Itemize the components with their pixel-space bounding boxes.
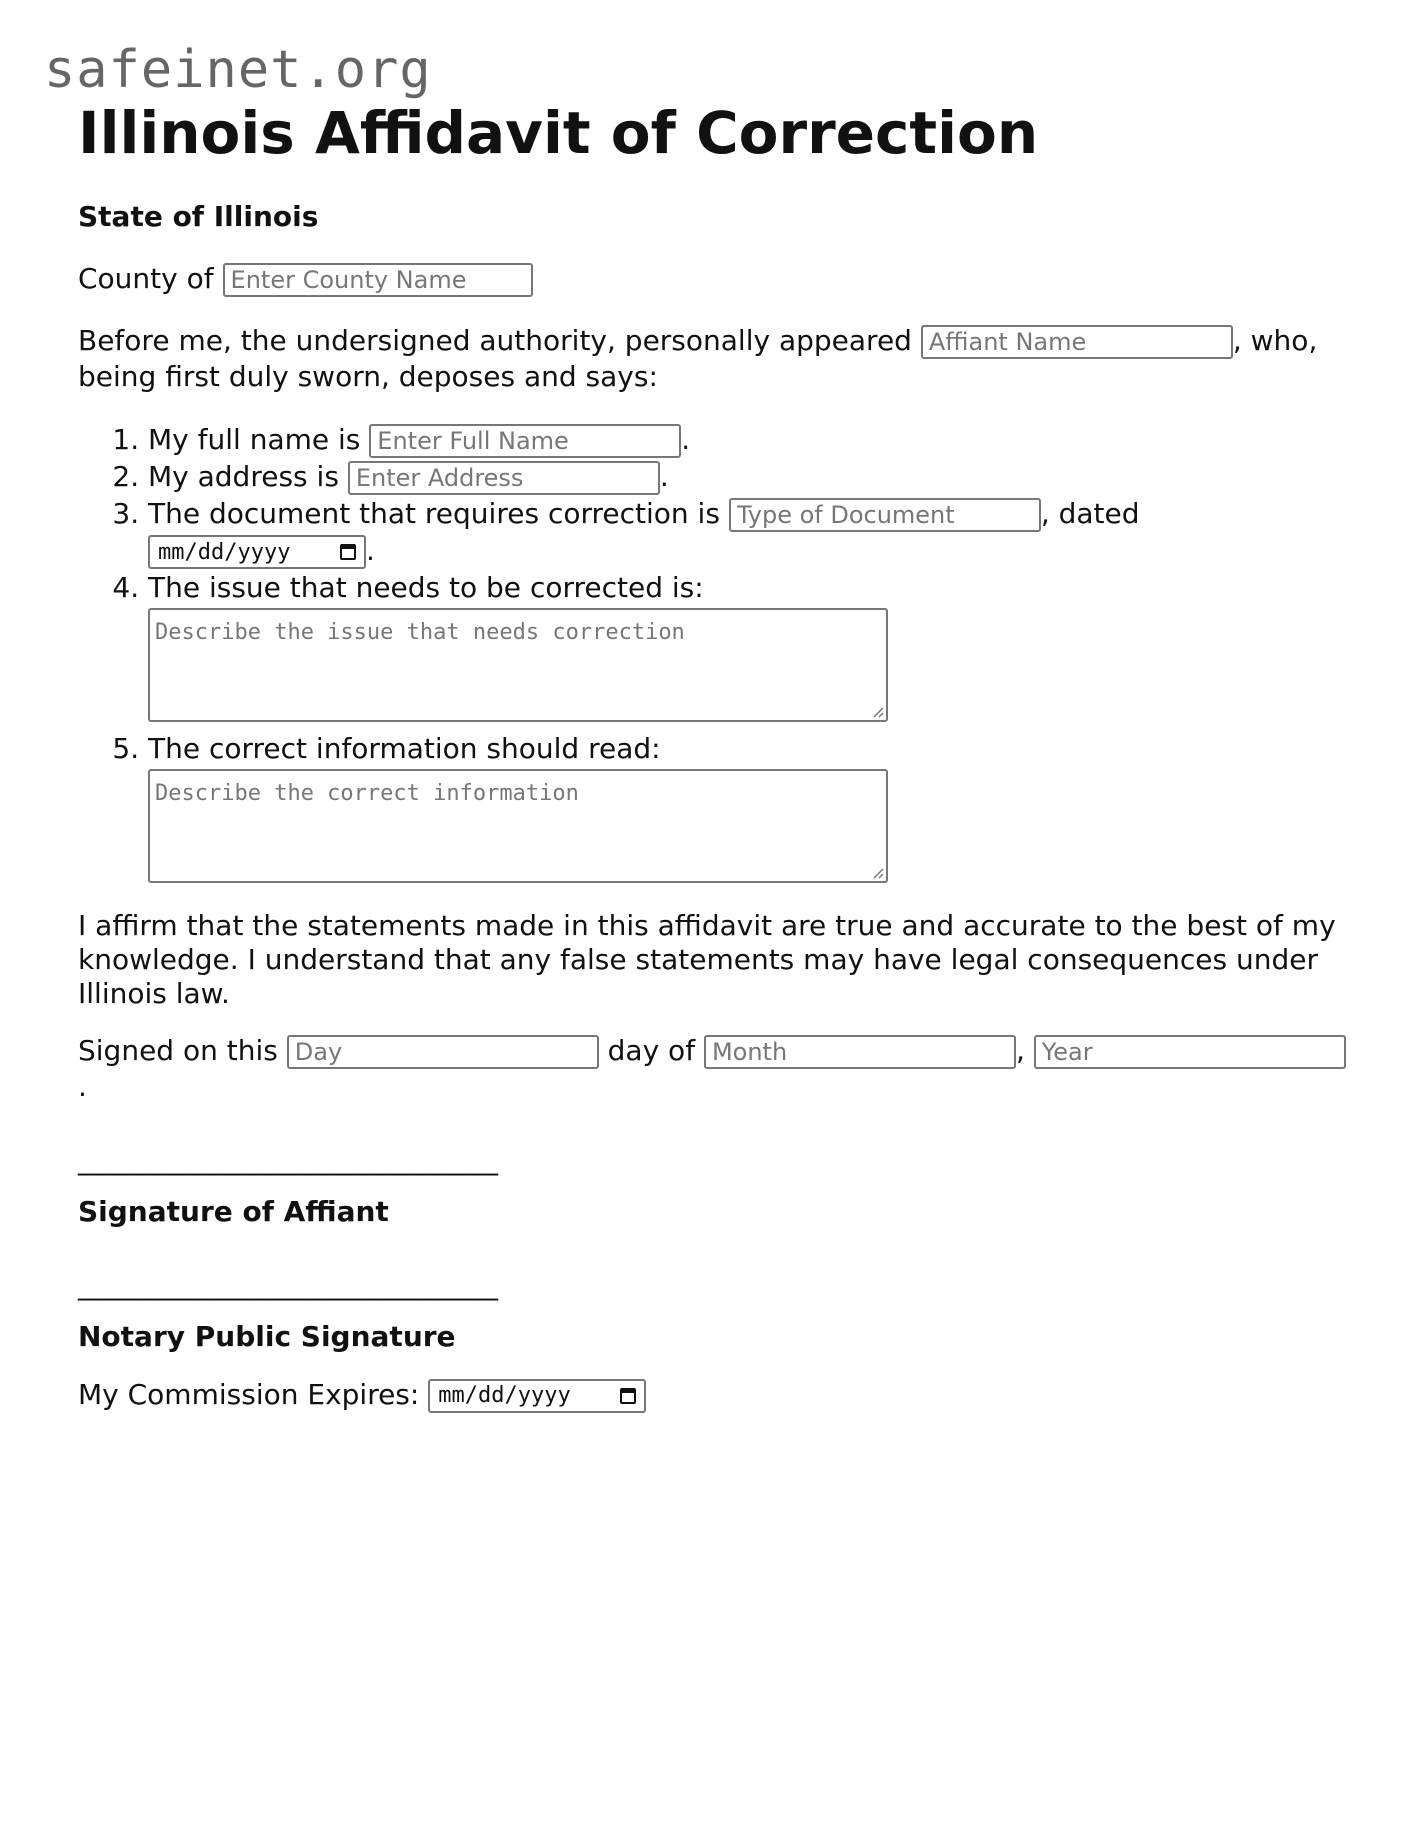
intro-paragraph bbox=[78, 323, 1348, 395]
list-item-full-name bbox=[148, 421, 1348, 458]
commission-row bbox=[78, 1377, 1348, 1413]
signed-label: Signed on this bbox=[78, 1034, 278, 1067]
list-item-correct bbox=[148, 730, 1348, 883]
commission-label: My Commission Expires: bbox=[78, 1378, 420, 1411]
full-name-period: . bbox=[681, 423, 691, 456]
document-type-input[interactable] bbox=[729, 498, 1041, 532]
signed-row bbox=[78, 1033, 1348, 1105]
issue-placeholder: Describe the issue that needs correction bbox=[155, 620, 685, 645]
day-input[interactable] bbox=[287, 1035, 599, 1069]
correct-placeholder: Describe the correct information bbox=[155, 781, 579, 806]
correct-textarea[interactable] bbox=[148, 769, 888, 883]
day-of-label: day of bbox=[607, 1034, 696, 1067]
full-name-input[interactable] bbox=[369, 424, 681, 458]
correct-label: The correct information should read: bbox=[148, 732, 661, 765]
dated-label: , dated bbox=[1040, 497, 1140, 530]
issue-label: The issue that needs to be corrected is: bbox=[148, 571, 704, 604]
commission-date-text: mm/dd/yyyy bbox=[438, 1383, 571, 1408]
full-name-label: My full name is bbox=[148, 423, 361, 456]
document-period: . bbox=[366, 534, 375, 567]
issue-textarea[interactable] bbox=[148, 608, 888, 722]
signed-period: . bbox=[78, 1070, 87, 1103]
page-title: Illinois Affidavit of Correction bbox=[78, 99, 1039, 167]
affirmation-paragraph: I affirm that the statements made in this affidavit are true and accurate to the best of my knowledge. I understand that any false statements may have legal consequences under Illinois law. bbox=[78, 909, 1336, 1010]
notary-signature-line: ______________________________ bbox=[78, 1268, 498, 1301]
county-input[interactable] bbox=[223, 263, 533, 297]
intro-after: , who, being first duly sworn, deposes and says: bbox=[78, 324, 1318, 393]
calendar-icon[interactable] bbox=[340, 544, 356, 560]
notary-public-signature: Notary Public Signature bbox=[78, 1320, 456, 1353]
calendar-icon[interactable] bbox=[620, 1388, 636, 1404]
intro-before: Before me, the undersigned authority, personally appeared bbox=[78, 324, 912, 357]
resize-handle-icon[interactable] bbox=[872, 867, 884, 879]
statement-list bbox=[78, 421, 1348, 883]
list-item-address bbox=[148, 458, 1348, 495]
county-label: County of bbox=[78, 262, 214, 295]
list-item-issue bbox=[148, 569, 1348, 722]
affiant-name-input[interactable] bbox=[921, 325, 1233, 359]
address-period: . bbox=[659, 460, 669, 493]
address-input[interactable] bbox=[348, 461, 660, 495]
resize-handle-icon[interactable] bbox=[872, 706, 884, 718]
month-input[interactable] bbox=[704, 1035, 1016, 1069]
document-date-text: mm/dd/yyyy bbox=[158, 539, 291, 565]
affiant-signature-line: ______________________________ bbox=[78, 1143, 498, 1176]
list-item-document bbox=[148, 495, 1348, 569]
document-date-input[interactable] bbox=[148, 535, 366, 569]
county-row bbox=[78, 261, 1348, 297]
state-heading: State of Illinois bbox=[78, 200, 319, 233]
watermark: safeinet.org bbox=[44, 40, 432, 100]
year-input[interactable] bbox=[1034, 1035, 1346, 1069]
signature-of-affiant: Signature of Affiant bbox=[78, 1195, 389, 1228]
commission-date-input[interactable] bbox=[428, 1379, 646, 1413]
document-label: The document that requires correction is bbox=[148, 497, 720, 530]
comma: , bbox=[1015, 1034, 1025, 1067]
address-label: My address is bbox=[148, 460, 339, 493]
affidavit-form bbox=[78, 200, 1348, 1413]
